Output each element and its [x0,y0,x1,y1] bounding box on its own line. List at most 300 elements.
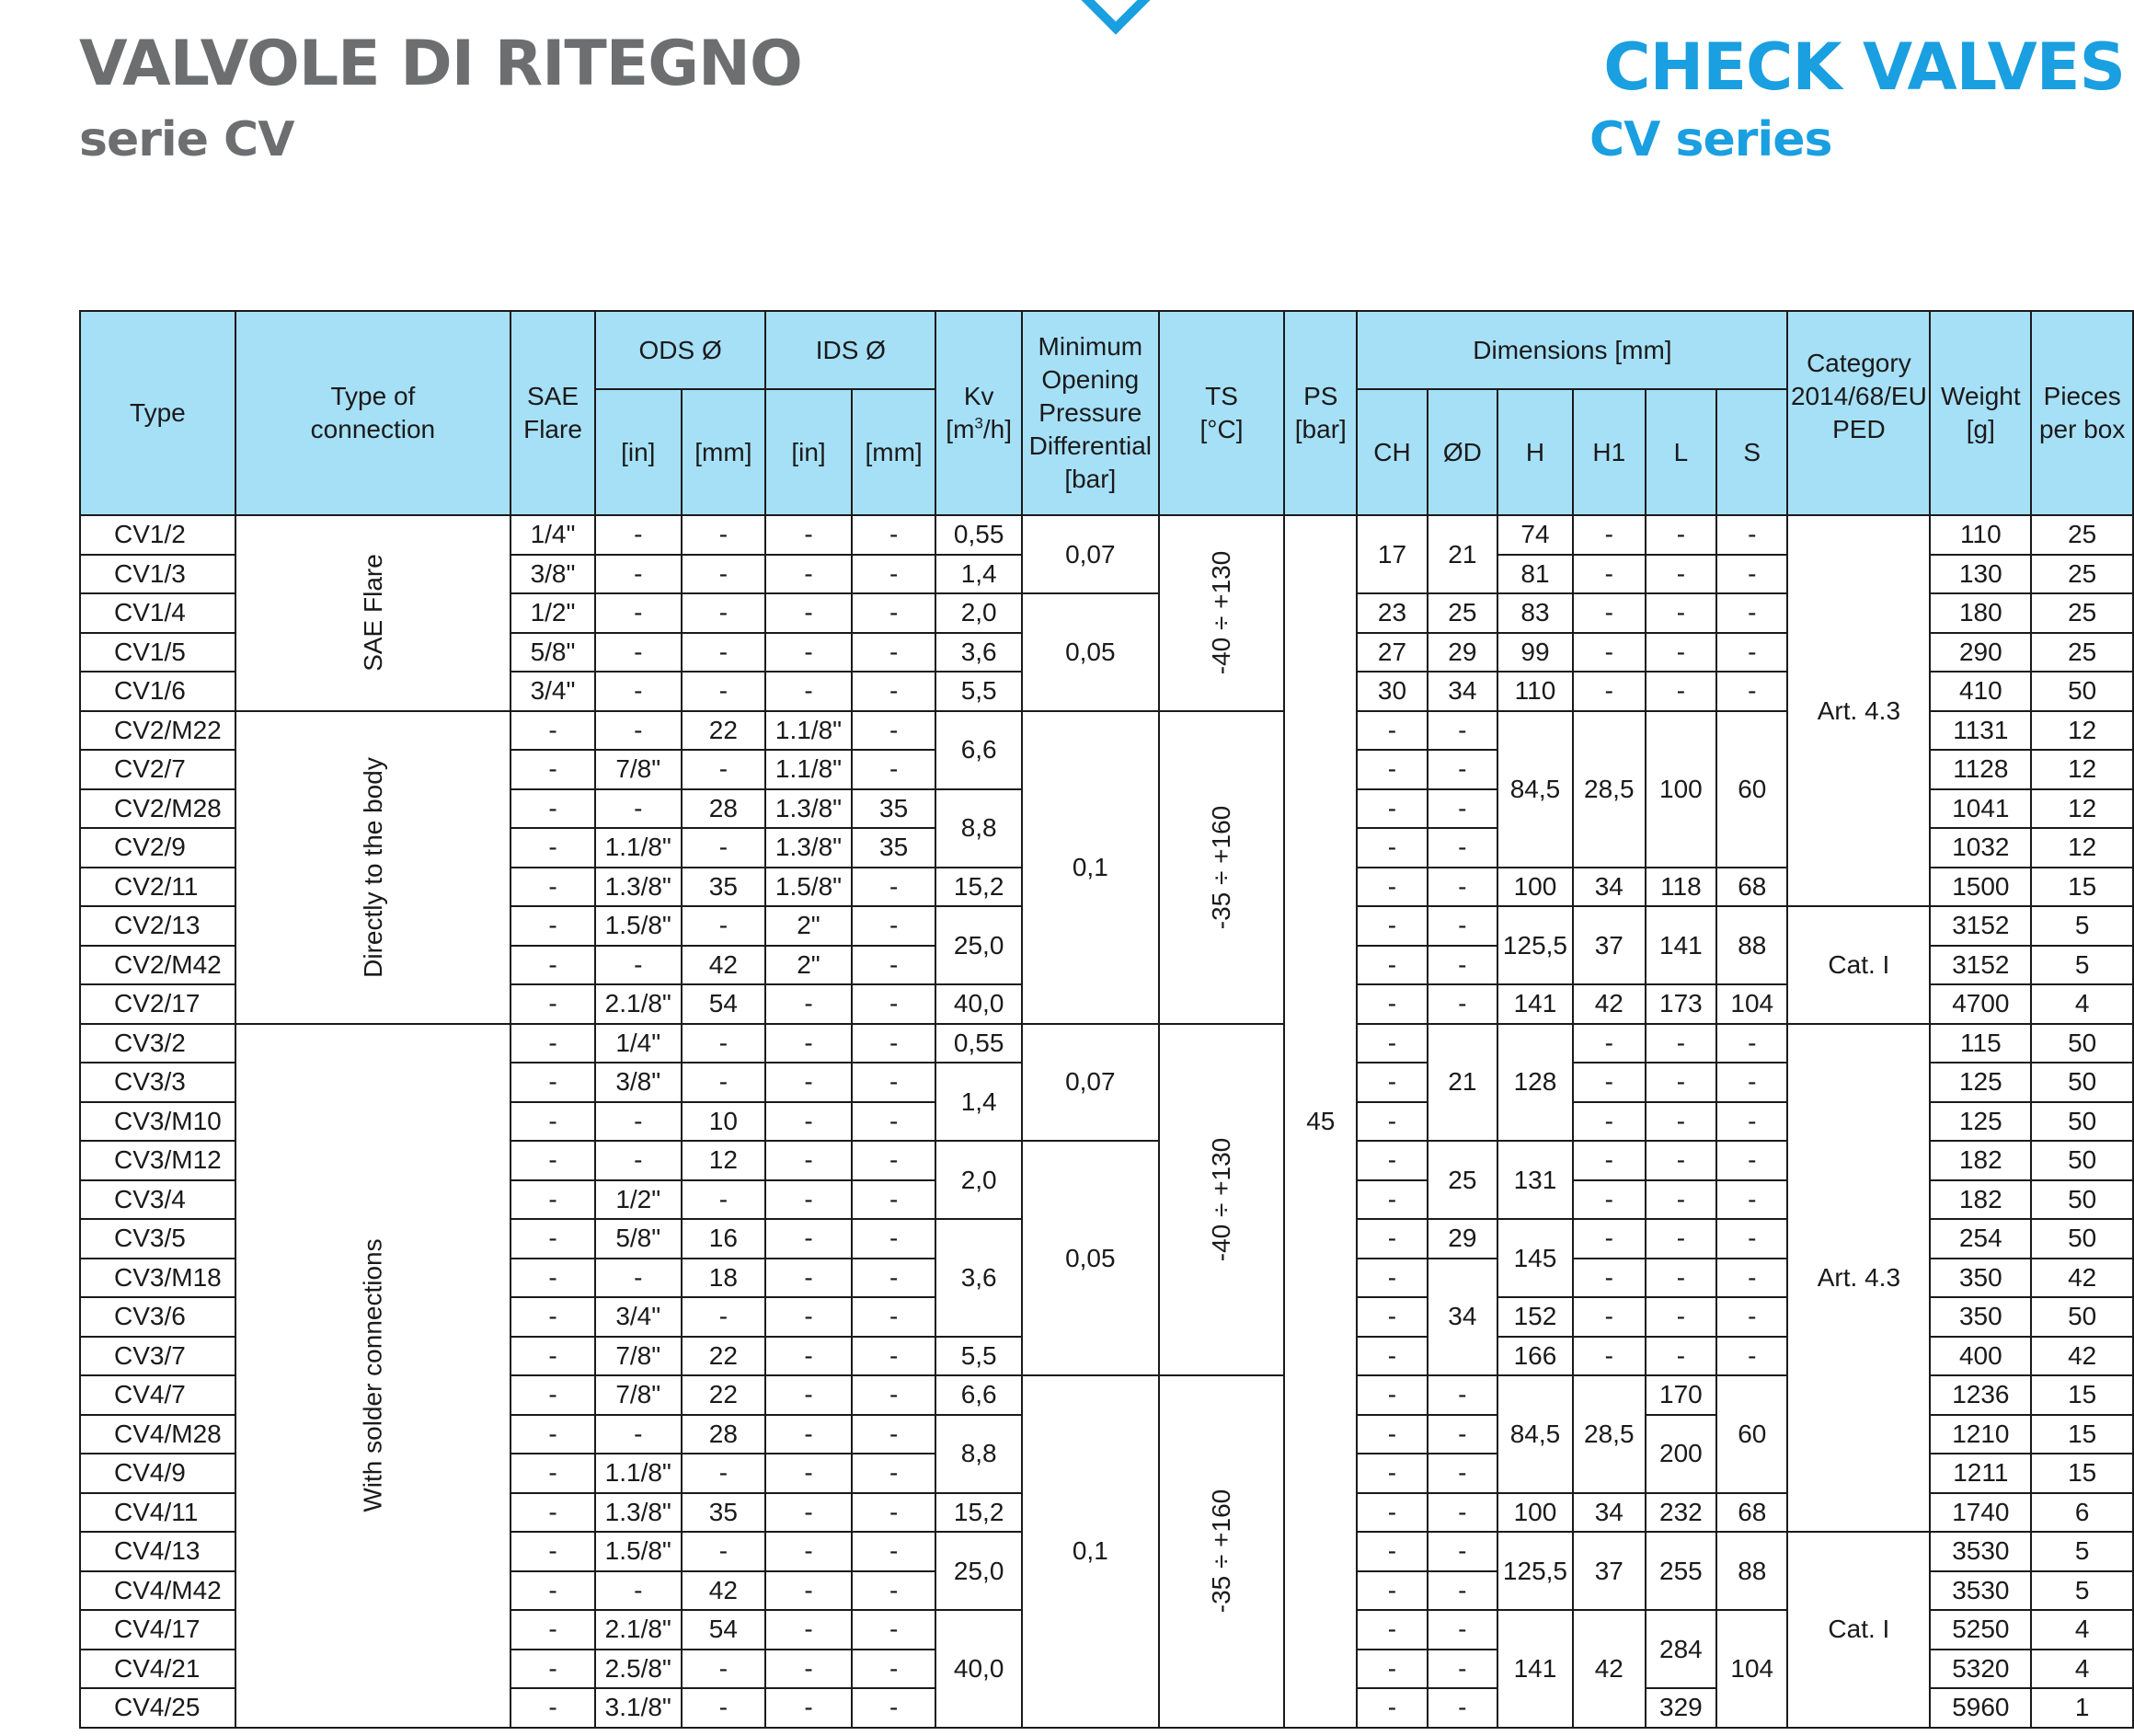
table-cell: 21 [1428,515,1498,593]
table-cell: 1.3/8" [765,789,852,829]
table-cell: - [765,1415,852,1454]
table-cell: 27 [1357,633,1427,673]
table-cell: 74 [1497,515,1573,555]
table-row [80,515,2133,555]
header-dimensions: Dimensions [mm] [1357,311,1787,389]
table-cell: - [682,1532,766,1571]
table-cell: - [1646,555,1716,594]
header-sae-flare: SAE Flare [511,311,595,515]
table-cell: - [852,1337,936,1376]
table-cell: 30 [1357,672,1427,711]
table-cell: - [1716,1180,1787,1220]
table-cell: - [595,672,682,711]
type-cell: CV3/3 [80,1063,235,1102]
table-cell: - [765,1063,852,1102]
table-cell [1159,711,1284,1024]
table-cell: 141 [1646,906,1716,984]
table-cell: 15 [2031,1375,2133,1415]
table-cell [235,711,511,1024]
rotated-label: -40 ÷ +130 [1207,551,1235,675]
table-cell: - [511,1297,595,1337]
table-cell: 29 [1428,633,1498,673]
table-cell: 1.3/8" [765,828,852,868]
table-cell: 5/8" [511,633,595,673]
table-cell: 84,5 [1497,711,1573,868]
table-cell: - [1716,1063,1787,1102]
table-cell: 60 [1716,711,1787,868]
table-cell: 42 [682,1571,766,1611]
table-cell: 2" [765,906,852,946]
table-cell: 21 [1428,1024,1498,1142]
table-cell: 1211 [1930,1454,2031,1493]
table-cell: - [1573,1063,1646,1102]
table-cell: 152 [1497,1297,1573,1337]
table-cell: - [1428,1610,1498,1650]
table-cell: 40,0 [935,984,1021,1024]
table-cell: - [765,1337,852,1376]
table-cell: - [511,1102,595,1142]
table-cell: - [1646,1141,1716,1180]
table-cell: - [1428,1688,1498,1728]
table-cell: - [1573,1180,1646,1220]
table-cell: 34 [1428,1259,1498,1376]
type-cell: CV4/7 [80,1375,235,1415]
table-cell: - [852,1024,936,1063]
table-cell: 118 [1646,868,1716,907]
type-cell: CV2/M42 [80,946,235,985]
table-cell: - [1573,1297,1646,1337]
type-cell: CV4/21 [80,1650,235,1689]
header-type: Type [80,311,235,515]
table-cell: - [682,1297,766,1337]
table-cell: - [852,515,936,555]
table-cell: 83 [1497,593,1573,633]
table-cell: - [682,593,766,633]
header-connection: Type of connection [235,311,511,515]
table-cell: 28 [682,789,766,829]
table-cell: 28 [682,1415,766,1454]
table-cell: 42 [2031,1337,2133,1376]
table-cell: - [595,1141,682,1180]
table-cell: 5250 [1930,1610,2031,1650]
table-cell: 1.3/8" [595,1493,682,1533]
table-cell: 35 [852,828,936,868]
table-cell: - [511,1141,595,1180]
table-cell: - [511,750,595,789]
header-ids: IDS Ø [765,311,935,389]
table-cell: - [511,1454,595,1493]
table-cell: - [1357,1375,1427,1415]
type-cell: CV2/7 [80,750,235,789]
table-cell: 1/4" [595,1024,682,1063]
table-cell: 22 [682,711,766,751]
table-cell: - [1646,1024,1716,1063]
table-cell: 166 [1497,1337,1573,1376]
table-cell: - [852,1532,936,1571]
table-cell: 34 [1573,1493,1646,1533]
table-cell: - [1573,555,1646,594]
table-cell: - [595,789,682,829]
table-cell: - [1357,984,1427,1024]
table-cell: - [852,672,936,711]
table-cell: - [852,1454,936,1493]
table-cell: 88 [1716,1532,1787,1610]
table-cell: 3152 [1930,906,2031,946]
table-cell: 3530 [1930,1571,2031,1611]
table-cell: - [765,633,852,673]
table-cell: 25 [2031,515,2133,555]
table-cell: 60 [1716,1375,1787,1493]
table-cell: 84,5 [1497,1375,1573,1493]
table-cell: 7/8" [595,1337,682,1376]
table-cell: - [765,1688,852,1728]
table-cell: - [1716,672,1787,711]
table-cell: - [765,1454,852,1493]
table-cell: - [682,828,766,868]
table-cell: - [1573,1337,1646,1376]
table-cell: 5 [2031,1532,2133,1571]
table-cell: - [1357,1180,1427,1220]
table-cell: Cat. I [1787,906,1930,1024]
table-cell: 12 [2031,750,2133,789]
table-cell: - [765,1375,852,1415]
table-cell: - [511,1024,595,1063]
table-cell: 35 [852,789,936,829]
table-cell: - [1357,1688,1427,1728]
table-cell: - [765,1610,852,1650]
table-cell: 2.1/8" [595,1610,682,1650]
type-cell: CV4/M42 [80,1571,235,1611]
table-cell: - [1428,711,1498,751]
table-cell: 5320 [1930,1650,2031,1689]
table-cell: 4 [2031,1610,2133,1650]
table-cell: 28,5 [1573,711,1646,868]
table-cell: 15 [2031,868,2133,907]
table-cell: 0,05 [1022,1141,1159,1375]
table-cell: 400 [1930,1337,2031,1376]
table-cell: - [852,633,936,673]
table-cell: 42 [1573,984,1646,1024]
table-header [80,311,2133,515]
header-pieces: Pieces per box [2031,311,2133,515]
table-cell: 7/8" [595,750,682,789]
table-cell: - [511,1650,595,1689]
rotated-label: SAE Flare [358,554,387,673]
table-cell: 104 [1716,1610,1787,1728]
header-ts: TS [°C] [1159,311,1284,515]
table-cell: 0,55 [935,515,1021,555]
table-cell: 1032 [1930,828,2031,868]
table-cell: - [1428,984,1498,1024]
table-cell: 0,55 [935,1024,1021,1063]
table-cell: - [1428,1650,1498,1689]
table-cell: - [1573,1259,1646,1298]
table-cell: 125,5 [1497,1532,1573,1610]
table-cell: - [1716,1297,1787,1337]
table-cell: - [682,1024,766,1063]
table-cell: 99 [1497,633,1573,673]
table-cell: - [765,1024,852,1063]
table-body [80,515,2133,1728]
table-cell: - [852,1415,936,1454]
table-cell: - [852,1141,936,1180]
table-cell: - [765,1259,852,1298]
table-cell: - [852,868,936,907]
table-cell: 25 [1428,1141,1498,1219]
table-cell: - [765,1650,852,1689]
table-cell: - [1357,711,1427,751]
table-cell: 3152 [1930,946,2031,985]
type-cell: CV4/M28 [80,1415,235,1454]
table-cell: - [1573,515,1646,555]
table-cell: - [682,1180,766,1220]
table-cell: 1,4 [935,555,1021,594]
table-cell: - [682,1688,766,1728]
table-cell: - [1357,1610,1427,1650]
table-cell: 284 [1646,1610,1716,1688]
table-cell: - [511,1063,595,1102]
table-cell: 125 [1930,1063,2031,1102]
header-weight: Weight [g] [1930,311,2031,515]
table-cell [1159,1024,1284,1376]
header-kv: Kv $[m^3/h]$ [935,311,1021,515]
table-cell: - [765,984,852,1024]
table-cell: 173 [1646,984,1716,1024]
table-cell: - [595,633,682,673]
table-cell: 50 [2031,1180,2133,1220]
type-cell: CV2/M22 [80,711,235,751]
table-cell: - [1646,1259,1716,1298]
table-cell: - [1646,672,1716,711]
table-cell: - [1357,1102,1427,1142]
table-cell: 6,6 [935,1375,1021,1415]
table-cell: - [852,750,936,789]
table-cell: 25 [2031,633,2133,673]
table-cell: - [1573,1141,1646,1180]
table-cell: Art. 4.3 [1787,1024,1930,1533]
table-cell: - [765,1532,852,1571]
table-cell: - [852,1102,936,1142]
table-cell: - [1357,946,1427,985]
table-cell: - [1573,672,1646,711]
table-cell: - [1357,906,1427,946]
table-cell: 45 [1284,515,1357,1728]
table-cell: 25 [1428,593,1498,633]
table-cell: 100 [1497,868,1573,907]
table-cell: 12 [2031,828,2133,868]
table-cell: - [765,1102,852,1142]
table-cell: - [1357,750,1427,789]
type-cell: CV4/25 [80,1688,235,1728]
table-cell: 128 [1497,1024,1573,1142]
table-cell: - [511,868,595,907]
table-cell: - [852,1610,936,1650]
table-cell: 1500 [1930,868,2031,907]
table-cell: - [595,711,682,751]
table-cell: - [511,1571,595,1611]
table-cell: - [682,1454,766,1493]
table-cell: 5,5 [935,1337,1021,1376]
table-cell: - [1646,1337,1716,1376]
table-cell: - [852,1219,936,1259]
table-cell: 290 [1930,633,2031,673]
table-cell: 5/8" [595,1219,682,1259]
table-cell: 410 [1930,672,2031,711]
table-cell: - [1357,1337,1427,1376]
header-s: S [1716,389,1787,515]
table-cell: 6 [2031,1493,2133,1533]
table-cell: - [1357,789,1427,829]
table-cell: - [1573,1102,1646,1142]
table-cell: - [1646,1063,1716,1102]
table-cell: - [1428,1454,1498,1493]
table-cell: 54 [682,984,766,1024]
table-cell: - [1646,1219,1716,1259]
table-cell: - [682,515,766,555]
type-cell: CV3/2 [80,1024,235,1063]
table-cell: - [852,1180,936,1220]
table-cell: 3,6 [935,633,1021,673]
table-cell: 0,1 [1022,1375,1159,1728]
table-cell: 125 [1930,1102,2031,1142]
table-cell: 100 [1646,711,1716,868]
table-cell: 42 [2031,1259,2133,1298]
table-cell: 35 [682,1493,766,1533]
table-cell: 17 [1357,515,1427,593]
table-cell: - [852,984,936,1024]
table-cell: - [765,555,852,594]
table-cell: 1210 [1930,1415,2031,1454]
table-cell [235,1024,511,1728]
table-cell: - [1357,1297,1427,1337]
table-cell: 68 [1716,868,1787,907]
table-cell: 0,1 [1022,711,1159,1024]
table-cell: - [852,1571,936,1611]
table-cell: - [511,711,595,751]
table-cell: 1.1/8" [595,828,682,868]
table-cell: 2.5/8" [595,1650,682,1689]
header-ids-in: [in] [765,389,852,515]
table-cell: - [1357,1219,1427,1259]
header-od: ØD [1428,389,1498,515]
table-cell: 1/4" [511,515,595,555]
table-cell: - [595,1102,682,1142]
table-cell: 5960 [1930,1688,2031,1728]
table-cell: - [1716,555,1787,594]
table-cell: - [852,1259,936,1298]
type-cell: CV3/6 [80,1297,235,1337]
table-cell: 2,0 [935,1141,1021,1219]
table-cell: 2.1/8" [595,984,682,1024]
check-valves-table [79,310,2134,1729]
table-cell: - [1357,868,1427,907]
table-cell: 232 [1646,1493,1716,1533]
table-cell: 1.1/8" [595,1454,682,1493]
table-cell: 0,07 [1022,1024,1159,1142]
table-cell: 22 [682,1337,766,1376]
table-cell: - [1357,1141,1427,1180]
table-cell: 10 [682,1102,766,1142]
table-cell: 3.1/8" [595,1688,682,1728]
table-cell: - [682,672,766,711]
table-cell: - [511,789,595,829]
table-cell: - [852,1650,936,1689]
table-cell: 1/2" [595,1180,682,1220]
table-cell: 5,5 [935,672,1021,711]
table-cell: - [852,1297,936,1337]
page-title-italian: VALVOLE DI RITEGNO [79,28,802,100]
table-cell: 131 [1497,1141,1573,1219]
table-cell: 1.5/8" [765,868,852,907]
table-cell: - [595,515,682,555]
table-cell: 50 [2031,1141,2133,1180]
table-cell: 1.1/8" [765,711,852,751]
table-cell: - [1357,1063,1427,1102]
table-cell: - [1428,1571,1498,1611]
table-cell: 141 [1497,984,1573,1024]
rotated-label: -35 ÷ +160 [1207,1489,1235,1614]
table-cell: 15,2 [935,1493,1021,1533]
table-cell: - [1716,1259,1787,1298]
table-cell: - [511,1493,595,1533]
table-cell: 200 [1646,1415,1716,1493]
table-cell: - [595,593,682,633]
table-cell: - [1357,1415,1427,1454]
table-cell: - [1428,750,1498,789]
table-cell: 329 [1646,1688,1716,1728]
table-cell: - [595,946,682,985]
table-cell: - [595,1571,682,1611]
table-cell: - [852,711,936,751]
type-cell: CV3/4 [80,1180,235,1220]
table-cell: 12 [2031,711,2133,751]
type-cell: CV4/9 [80,1454,235,1493]
table-cell: 254 [1930,1219,2031,1259]
table-cell: 130 [1930,555,2031,594]
table-cell: - [682,1063,766,1102]
table-cell: - [511,1415,595,1454]
table-cell: - [765,593,852,633]
table-cell: - [1646,1297,1716,1337]
type-cell: CV1/2 [80,515,235,555]
table-cell: 22 [682,1375,766,1415]
table-cell: 2" [765,946,852,985]
table-cell [235,515,511,711]
table-cell: - [1357,1493,1427,1533]
type-cell: CV1/4 [80,593,235,633]
table-cell: - [1573,633,1646,673]
table-cell: - [511,1259,595,1298]
table-cell: 1.3/8" [595,868,682,907]
table-cell: 28,5 [1573,1375,1646,1493]
table-cell: 7/8" [595,1375,682,1415]
table-cell: 25,0 [935,906,1021,984]
type-cell: CV3/5 [80,1219,235,1259]
table-cell: - [682,750,766,789]
table-cell: 25 [2031,593,2133,633]
type-cell: CV4/13 [80,1532,235,1571]
table-cell: 1.5/8" [595,1532,682,1571]
table-cell: - [682,906,766,946]
table-cell: 4 [2031,1650,2133,1689]
table-cell: 255 [1646,1532,1716,1610]
table-cell: 1 [2031,1688,2133,1728]
table-cell: 50 [2031,672,2133,711]
table-cell: 35 [682,868,766,907]
table-cell: 4 [2031,984,2133,1024]
table-cell: 50 [2031,1102,2133,1142]
table-cell: - [1716,1219,1787,1259]
